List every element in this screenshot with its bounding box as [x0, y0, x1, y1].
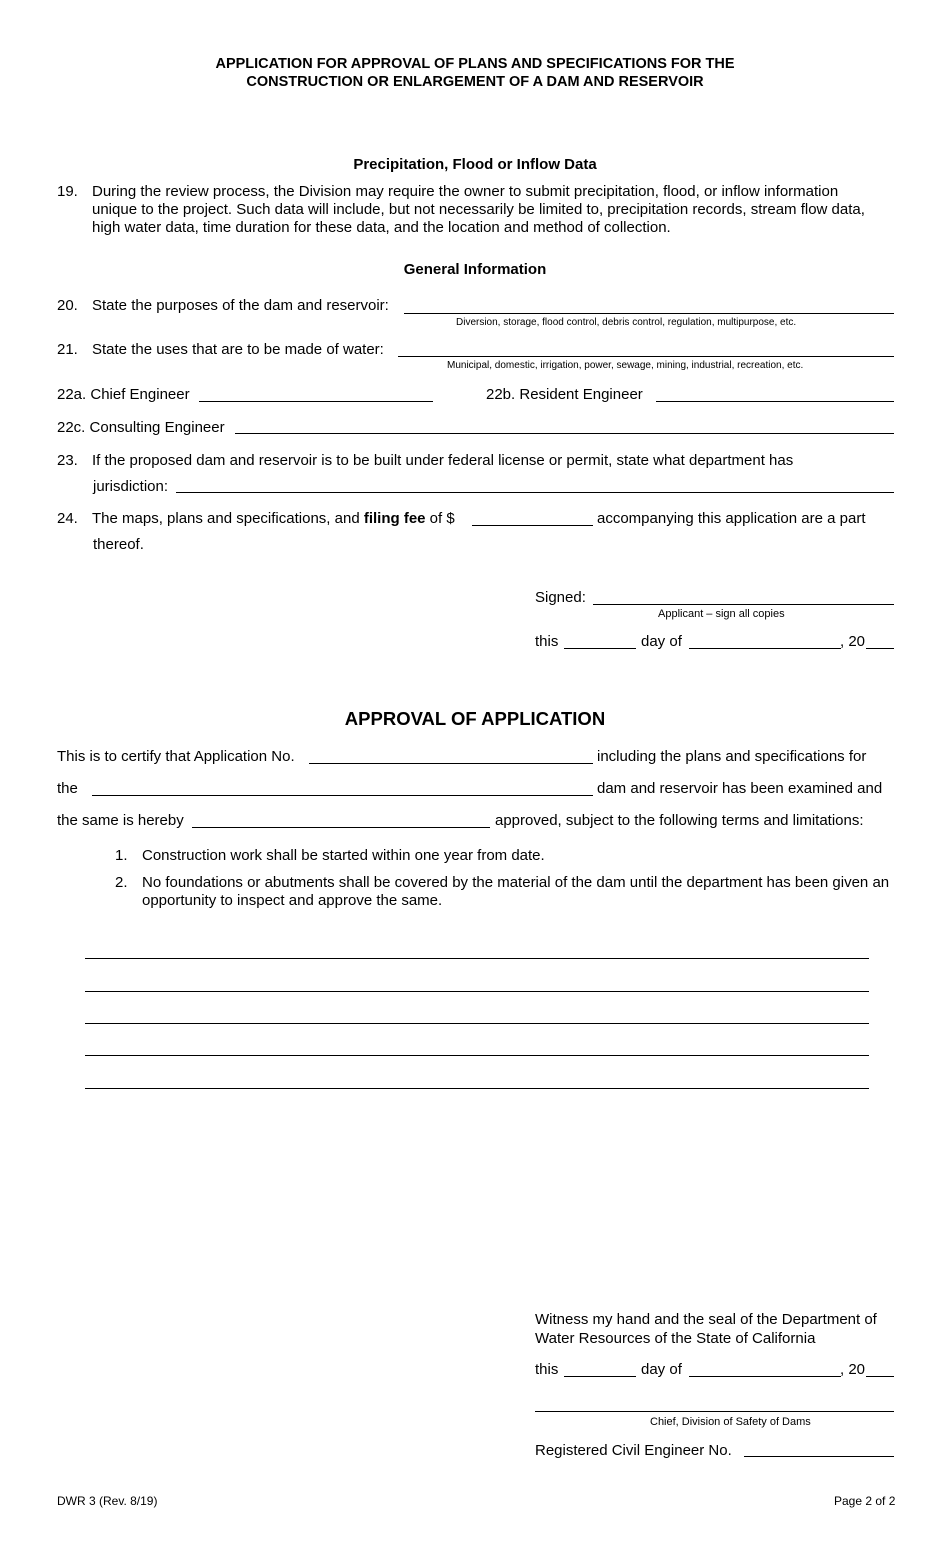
form-id: DWR 3 (Rev. 8/19): [57, 1494, 158, 1508]
approval-line1-pre: This is to certify that Application No.: [57, 748, 295, 765]
applicant-signature-hint: Applicant – sign all copies: [658, 608, 785, 620]
witness-this-label: this: [535, 1361, 559, 1378]
item-21-number: 21.: [57, 341, 78, 358]
sign-this-label: this: [535, 633, 559, 650]
witness-year-field[interactable]: [866, 1376, 894, 1377]
approval-heading: APPROVAL OF APPLICATION: [344, 708, 606, 729]
sign-day-field[interactable]: [564, 648, 636, 649]
item-19-number: 19.: [57, 183, 78, 200]
chief-signature-hint: Chief, Division of Safety of Dams: [650, 1416, 811, 1428]
sign-year-prefix: , 20: [840, 633, 866, 650]
additional-terms-line-2[interactable]: [85, 991, 869, 992]
item-24-number: 24.: [57, 510, 78, 527]
chief-engineer-field[interactable]: [199, 401, 433, 402]
item-24-post: accompanying this application are a part: [597, 510, 866, 527]
sign-year-field[interactable]: [866, 648, 894, 649]
additional-terms-line-4[interactable]: [85, 1055, 869, 1056]
item-20-number: 20.: [57, 297, 78, 314]
witness-day-of-label: day of: [641, 1361, 682, 1378]
witness-text-line2: Water Resources of the State of California: [535, 1330, 816, 1347]
chief-signature-field[interactable]: [535, 1411, 894, 1412]
applicant-signature-field[interactable]: [593, 604, 894, 605]
form-title-line1: APPLICATION FOR APPROVAL OF PLANS AND SPECIFICATIONS FOR THE: [215, 56, 735, 72]
dam-name-field[interactable]: [92, 795, 593, 796]
resident-engineer-label: 22b. Resident Engineer: [486, 386, 643, 403]
approval-line2-pre: the: [57, 780, 78, 797]
item-24-pre: The maps, plans and specifications, and: [92, 510, 360, 527]
consulting-engineer-label: 22c. Consulting Engineer: [57, 419, 225, 436]
approval-line1-post: including the plans and specifications for: [597, 748, 867, 765]
item-24-of: of $: [429, 510, 455, 527]
term-1-number: 1.: [115, 847, 128, 864]
approval-line3-pre: the same is hereby: [57, 812, 184, 829]
uses-hint: Municipal, domestic, irrigation, power, sewage, mining, industrial, recreation, etc.: [447, 360, 804, 371]
term-1-text: Construction work shall be started within one year from date.: [142, 847, 545, 864]
signed-label: Signed:: [535, 589, 586, 606]
item-19-text: During the review process, the Division may require the owner to submit precipitation, flood, or inflow information unique to the project. Such data will include, but not necessarily be limited to, precipitation records, stream flow data, high water data, time duration for these data, and the location and method of collection.: [92, 183, 865, 236]
term-2-number: 2.: [115, 874, 128, 891]
consulting-engineer-field[interactable]: [235, 433, 894, 434]
general-heading: General Information: [403, 261, 547, 278]
sign-month-field[interactable]: [689, 648, 841, 649]
filing-fee-field[interactable]: [472, 525, 593, 526]
witness-text-line1: Witness my hand and the seal of the Department of: [535, 1311, 877, 1328]
filing-fee-bold: filing fee: [363, 510, 426, 527]
precip-heading: Precipitation, Flood or Inflow Data: [353, 156, 597, 173]
resident-engineer-field[interactable]: [656, 401, 894, 402]
additional-terms-line-5[interactable]: [85, 1088, 869, 1089]
jurisdiction-label: jurisdiction:: [93, 478, 169, 495]
approval-line3-post: approved, subject to the following terms and limitations:: [495, 812, 864, 829]
purposes-label: State the purposes of the dam and reservoir:: [92, 297, 389, 314]
purposes-hint: Diversion, storage, flood control, debris control, regulation, multipurpose, etc.: [456, 317, 797, 328]
application-number-field[interactable]: [309, 763, 593, 764]
sign-day-of-label: day of: [641, 633, 682, 650]
witness-day-field[interactable]: [564, 1376, 636, 1377]
uses-field[interactable]: [398, 356, 894, 357]
page-number: Page 2 of 2: [834, 1494, 896, 1508]
rce-number-field[interactable]: [744, 1456, 894, 1457]
witness-month-field[interactable]: [689, 1376, 841, 1377]
uses-label: State the uses that are to be made of water:: [92, 341, 384, 358]
witness-year-prefix: , 20: [840, 1361, 866, 1378]
item-24-text-prefix: [92, 510, 455, 527]
federal-license-text: If the proposed dam and reservoir is to be built under federal license or permit, state what department has: [92, 452, 794, 469]
additional-terms-line-3[interactable]: [85, 1023, 869, 1024]
term-2-text: No foundations or abutments shall be covered by the material of the dam until the department has been given an opportunity to inspect and approve the same.: [142, 874, 890, 909]
item-23-number: 23.: [57, 452, 78, 469]
form-title-line2: CONSTRUCTION OR ENLARGEMENT OF A DAM AND RESERVOIR: [246, 74, 704, 90]
jurisdiction-field[interactable]: [176, 492, 894, 493]
chief-engineer-label: 22a. Chief Engineer: [57, 386, 190, 403]
approval-status-field[interactable]: [192, 827, 490, 828]
additional-terms-line-1[interactable]: [85, 958, 869, 959]
item-24-line2: thereof.: [93, 536, 144, 553]
rce-label: Registered Civil Engineer No.: [535, 1442, 732, 1459]
purposes-field[interactable]: [404, 313, 894, 314]
approval-line2-post: dam and reservoir has been examined and: [597, 780, 883, 797]
